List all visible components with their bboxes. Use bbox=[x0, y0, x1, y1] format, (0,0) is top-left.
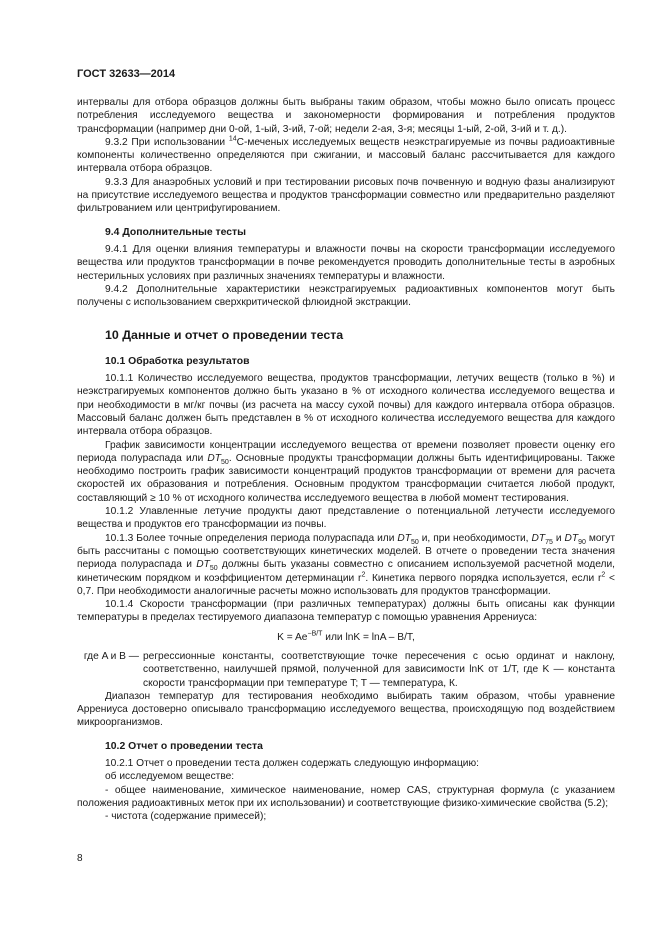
where-text: регрессионные константы, соответствующие точке пересечения с осью ординат и наклону, соответственно, наилучшей прямой, полученной для зависимости lnK от 1/T, где K — константа скорости трансформации при температуре T; T — температура, К. bbox=[143, 650, 615, 689]
paragraph-temperature-range: Диапазон температур для тестирования необходимо выбирать таким образом, чтобы уравнение Аррениуса достоверно описывало трансформацию исследуемого вещества, происходящую под воздействием микроорганизмов. bbox=[77, 690, 615, 729]
paragraph-9-3-3: 9.3.3 Для анаэробных условий и при тестировании рисовых почв почвенную и водную фазы анализируют на присутствие исследуемого вещества и продуктов трансформации совместно или предварительно разделяют фильтрованием или центрифугированием. bbox=[77, 176, 615, 215]
paragraph-9-4-2: 9.4.2 Дополнительные характеристики неэкстрагируемых радиоактивных компонентов могут быть получены с использованием сверхкритической флюидной экстракции. bbox=[77, 283, 615, 309]
paragraph-10-1-1: 10.1.1 Количество исследуемого вещества, продуктов трансформации, летучих веществ (только в %) и неэкстрагируемых компонентов должно быть указано в % от исходного количества исследуемого вещества и при необходимости в мг/кг почвы (из расчета на массу сухой почвы) для каждого интервала отбора образцов. Массовый баланс должен быть представлен в % от исходного количества исследуемого вещества для каждого интервала отбора образцов. bbox=[77, 373, 615, 438]
arrhenius-equation: $K = Ae^{-B/T}$ или lnK = lnA – B/T, bbox=[277, 630, 415, 643]
where-clause bbox=[77, 650, 615, 690]
section-10-2-heading: 10.2 Отчет о проведении теста bbox=[105, 740, 263, 752]
paragraph-9-4-1: 9.4.1 Для оценки влияния температуры и влажности почвы на скорости трансформации исследуемого вещества или продуктов трансформации в почве рекомендуется проводить дополнительные тесты в аэробных нестерильных условиях при различных значениях температуры и влажности. bbox=[77, 243, 615, 282]
document-header: ГОСТ 32633—2014 bbox=[77, 68, 176, 80]
page-number: 8 bbox=[77, 853, 83, 864]
paragraph-graph: График зависимости концентрации исследуемого вещества от времени позволяет провести оценку его периода полураспада или $DT_{50}$. Основные продукты трансформации должны быть идентифицированы. Также необходимо построить график зависимости концентраций продуктов трансформации от времени для расчета скоростей их образования и потребления. Основным продуктом трансформации считается любой продукт, составляющий ≥ 10 % от исходного количества исследуемого вещества в любой момент тестирования. bbox=[77, 439, 615, 504]
paragraph-intervals: интервалы для отбора образцов должны быть выбраны таким образом, чтобы можно было описать процесс потребления исследуемого вещества и закономерности формирования и потребления продуктов трансформации (например дни 0-ой, 1-ый, 3-ий, 7-ой; недели 2-ая, 3-я; месяцы 1-ый, 2-ой, 3-ий и т. д.). bbox=[77, 97, 615, 135]
where-label: где A и B — bbox=[83, 650, 139, 662]
paragraph-10-1-2: 10.1.2 Улавленные летучие продукты дают представление о потенциальной летучести исследуемого вещества и продуктов его трансформации из почвы. bbox=[77, 506, 615, 531]
list-item-purity: - чистота (содержание примесей); bbox=[105, 811, 267, 823]
section-10-1-heading: 10.1 Обработка результатов bbox=[105, 355, 250, 367]
paragraph-about-substance: об исследуемом веществе: bbox=[105, 771, 235, 783]
paragraph-10-1-4: 10.1.4 Скорости трансформации (при различных температурах) должны быть описаны как функции температуры в пределах тестируемого диапазона температур с помощью уравнения Аррениуса: bbox=[77, 599, 615, 624]
paragraph-10-2-1: 10.2.1 Отчет о проведении теста должен содержать следующую информацию: bbox=[105, 758, 479, 770]
paragraph-9-3-2: 9.3.2 При использовании $^{14}$C-меченых исследуемых веществ неэкстрагируемые из почвы радиоактивные компоненты количественно определяются при сжигании, и массовый баланс рассчитывается для каждого интервала отбора образцов. bbox=[77, 135, 615, 175]
page-body bbox=[77, 96, 615, 824]
section-10-heading: 10 Данные и отчет о проведении теста bbox=[105, 328, 344, 343]
section-9-4-heading: 9.4 Дополнительные тесты bbox=[105, 226, 246, 238]
list-item-name: - общее наименование, химическое наименование, номер CAS, структурная формула (с указанием положения радиоактивных меток при их использовании) и соответствующие физико-химические свойства (5.2); bbox=[77, 784, 615, 809]
paragraph-10-1-3: 10.1.3 Более точные определения периода полураспада или $DT_{50}$ и, при необходимости, $DT_{75}$ и $DT_{90}$ могут быть рассчитаны с помощью соответствующих кинетических моделей. В отчете о проведении теста значения периода полураспада и $DT_{50}$ должны быть указаны совместно с описанием используемой расчетной модели, кинетическим порядком и коэффициентом детерминации $r^2$. Кинетика первого порядка используется, если $r^2 < 0,7$. При необходимости аналогичные расчеты можно использовать для продуктов трансформации. bbox=[77, 532, 616, 597]
